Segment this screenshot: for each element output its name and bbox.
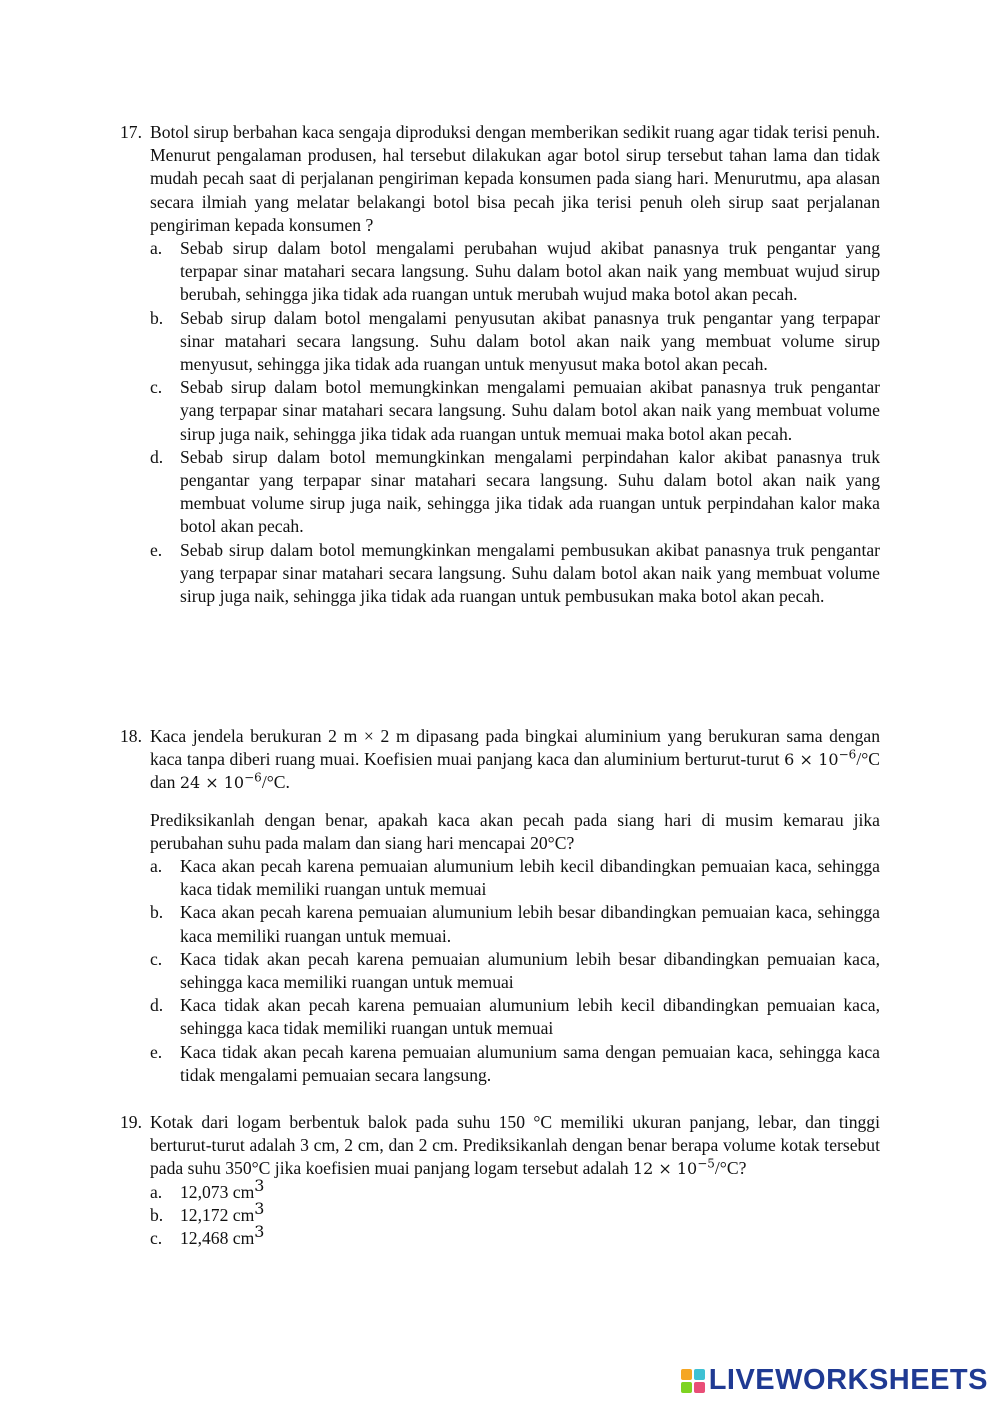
option-e[interactable] xyxy=(150,539,880,609)
coefficient-glass: $6 \times 10^{-6}$ xyxy=(784,747,857,770)
option-label: c. xyxy=(150,1228,163,1249)
option-text: Kaca akan pecah karena pemuaian alumunium lebih besar dibandingkan pemuaian kaca, sehingga kaca memiliki ruangan untuk memuai. xyxy=(180,902,880,946)
option-label: a. xyxy=(150,856,163,877)
question-prompt: Prediksikanlah dengan benar, apakah kaca akan pecah pada siang hari di musim kemarau jika perubahan suhu pada malam dan siang hari mencapai 20°C? xyxy=(150,809,880,853)
option-b[interactable] xyxy=(150,307,880,377)
option-b[interactable] xyxy=(150,901,880,947)
option-text: Sebab sirup dalam botol memungkinkan mengalami pemuaian akibat panasnya truk pengantar yang terpapar sinar matahari secara langsung. Suhu dalam botol akan naik yang membuat volume sirup juga naik, sehingga jika tidak ada ruangan untuk memuai maka botol akan pecah. xyxy=(180,377,880,444)
option-a[interactable] xyxy=(150,855,880,901)
option-text: Kaca akan pecah karena pemuaian alumunium lebih kecil dibandingkan pemuaian kaca, sehingga kaca tidak memiliki ruangan untuk memuai xyxy=(180,856,880,900)
coefficient-metal: $12 \times 10^{-5}$ xyxy=(632,1157,715,1179)
option-label: a. xyxy=(150,238,163,259)
option-e[interactable] xyxy=(150,1041,880,1087)
option-c[interactable] xyxy=(150,948,880,994)
option-label: b. xyxy=(150,902,164,923)
option-label: b. xyxy=(150,1204,164,1225)
option-label: a. xyxy=(150,1181,163,1202)
option-text: Sebab sirup dalam botol memungkinkan mengalami pembusukan akibat panasnya truk pengantar yang terpapar sinar matahari secara langsung. Suhu dalam botol akan naik yang membuat volume sirup juga naik, sehingga jika tidak ada ruangan untuk pembusukan maka botol akan pecah. xyxy=(180,539,880,607)
option-label: d. xyxy=(150,446,164,467)
option-label: e. xyxy=(150,539,163,560)
option-text: 12,073 $cm^3$ xyxy=(180,1175,265,1202)
question-18 xyxy=(120,725,880,1087)
option-text: 12,468 $cm^3$ xyxy=(180,1222,265,1249)
question-number: 17. xyxy=(120,122,142,142)
option-text: Sebab sirup dalam botol mengalami penyusutan akibat panasnya truk pengantar yang terpapar sinar matahari secara langsung. Suhu dalam botol akan naik yang membuat volume sirup menyusut, sehingga jika tidak ada ruangan untuk menyusut maka botol akan pecah. xyxy=(180,307,880,375)
option-text: Kaca tidak akan pecah karena pemuaian alumunium sama dengan pemuaian kaca, sehingga kaca tidak mengalami pemuaian secara langsung. xyxy=(180,1041,880,1085)
option-c[interactable] xyxy=(150,376,880,446)
question-text: Kaca jendela berukuran 2 m × 2 m dipasang pada bingkai aluminium yang berukuran sama dengan kaca tanpa diberi ruang muai. Koefisien muai panjang kaca dan aluminium berturut-turut $6 \times 10^{-6}/^\circ C$ dan $24 \times 10^{-6}/^\circ C$. xyxy=(150,726,880,793)
option-c[interactable] xyxy=(150,1222,880,1250)
question-text: Botol sirup berbahan kaca sengaja diproduksi dengan memberikan sedikit ruang agar tidak terisi penuh. Menurut pengalaman produsen, hal tersebut dilakukan agar botol sirup tersebut tahan lama dan tidak mudah pecah saat di perjalanan pengiriman kepada konsumen pada siang hari. Menurutmu, apa alasan secara ilmiah yang melatar belakangi botol bisa pecah jika terisi penuh oleh sirup saat perjalanan pengiriman kepada konsumen ? xyxy=(150,122,880,235)
option-text: Kaca tidak akan pecah karena pemuaian alumunium lebih kecil dibandingkan pemuaian kaca, sehingga kaca tidak memiliki ruangan untuk memuai xyxy=(180,995,880,1039)
option-label: b. xyxy=(150,307,164,328)
option-text: Sebab sirup dalam botol memungkinkan mengalami perpindahan kalor akibat panasnya truk pengantar yang terpapar sinar matahari secara langsung. Suhu dalam botol akan naik yang membuat volume sirup juga naik, sehingga jika tidak ada ruangan untuk perpindahan kalor maka botol akan pecah. xyxy=(180,446,880,537)
coefficient-aluminium: $24 \times 10^{-6}$ xyxy=(179,771,262,793)
option-text: Kaca tidak akan pecah karena pemuaian alumunium lebih besar dibandingkan pemuaian kaca, sehingga kaca memiliki ruangan untuk memuai xyxy=(180,948,880,993)
option-d[interactable] xyxy=(150,446,880,539)
option-a[interactable] xyxy=(150,237,880,307)
option-text: Sebab sirup dalam botol mengalami perubahan wujud akibat panasnya truk pengantar yang terpapar sinar matahari secara langsung. Suhu dalam botol akan naik yang membuat wujud sirup berubah, sehingga jika tidak ada ruangan untuk merubah wujud maka botol akan pecah. xyxy=(180,238,880,305)
question-17 xyxy=(120,121,880,608)
option-label: d. xyxy=(150,995,164,1016)
question-number: 18. xyxy=(120,726,142,746)
option-label: e. xyxy=(150,1041,163,1062)
option-label: c. xyxy=(150,377,163,398)
question-19 xyxy=(120,1111,880,1250)
question-text: Kotak dari logam berbentuk balok pada suhu 150 °C memiliki ukuran panjang, lebar, dan tinggi berturut-turut adalah 3 cm, 2 cm, dan 2 cm. Prediksikanlah dengan benar berapa volume kotak tersebut pada suhu 350°C jika koefisien muai panjang logam tersebut adalah $12 \times 10^{-5}/^\circ C$? xyxy=(150,1112,880,1179)
option-label: c. xyxy=(150,948,163,969)
option-d[interactable] xyxy=(150,994,880,1040)
liveworksheets-logo-icon xyxy=(681,1369,705,1393)
liveworksheets-brand xyxy=(681,1366,988,1396)
question-number: 19. xyxy=(120,1112,142,1132)
option-text: 12,172 $cm^3$ xyxy=(180,1198,265,1225)
brand-name: LIVEWORKSHEETS xyxy=(708,1364,988,1397)
